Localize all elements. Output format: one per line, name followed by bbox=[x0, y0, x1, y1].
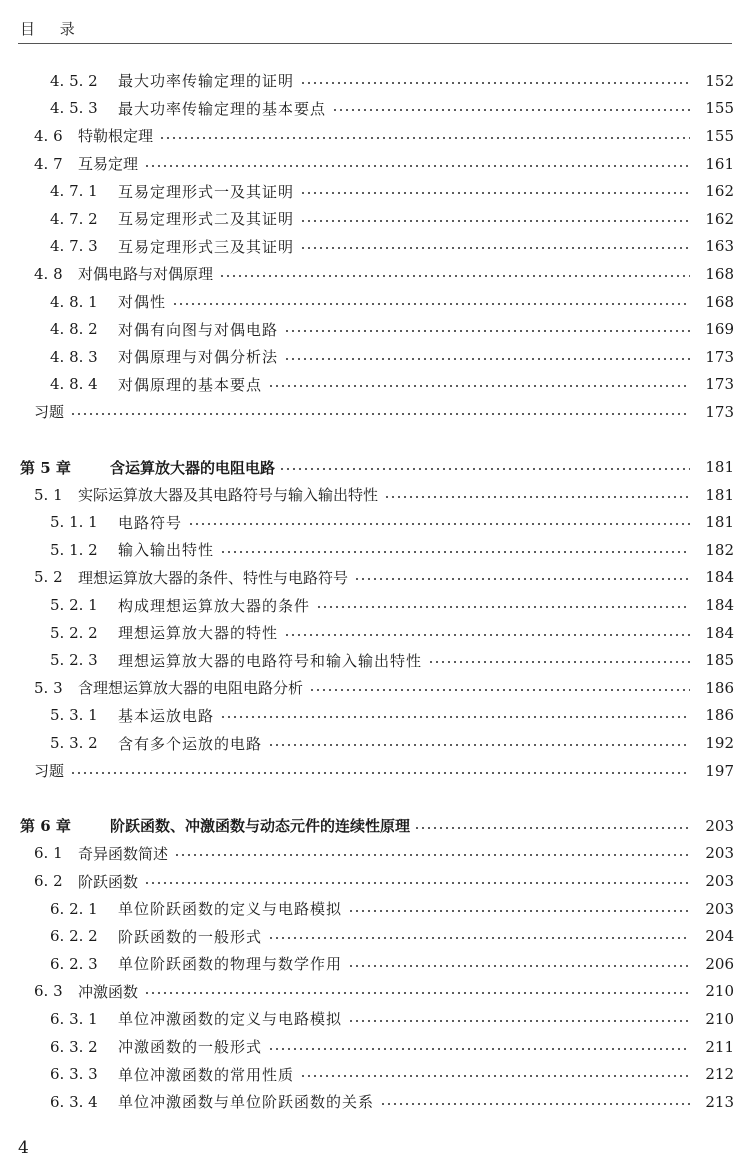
toc-entry-number: 5. 1. 2 bbox=[50, 540, 98, 559]
toc-dot-leader bbox=[348, 909, 690, 913]
toc-dot-leader bbox=[348, 1019, 690, 1023]
toc-entry-title: 冲激函数的一般形式 bbox=[118, 1038, 263, 1057]
toc-entry-page: 161 bbox=[705, 154, 734, 173]
toc-entry-number: 4. 8. 3 bbox=[50, 347, 98, 366]
toc-entry-title: 习题 bbox=[34, 403, 65, 422]
toc-section-entry[interactable] bbox=[0, 288, 750, 316]
toc-entry-number: 4. 6 bbox=[34, 126, 63, 145]
toc-entry-page: 206 bbox=[705, 954, 734, 973]
toc-entry-title: 输入输出特性 bbox=[118, 541, 215, 560]
toc-entry-title: 含运算放大器的电阻电路 bbox=[110, 458, 276, 477]
toc-entry-number: 5. 3. 2 bbox=[50, 734, 98, 753]
toc-entry-number: 5. 1 bbox=[34, 485, 63, 504]
toc-entry-page: 173 bbox=[705, 347, 734, 366]
toc-dot-leader bbox=[300, 1074, 690, 1078]
toc-section-entry[interactable] bbox=[0, 1060, 750, 1088]
toc-section-entry[interactable] bbox=[0, 1005, 750, 1033]
toc-entry-title: 对偶性 bbox=[118, 293, 167, 312]
toc-entry-page: 203 bbox=[705, 899, 734, 918]
toc-entry-title: 互易定理 bbox=[78, 155, 139, 174]
toc-entry-number: 第 5 章 bbox=[20, 458, 71, 477]
toc-entry-title: 习题 bbox=[34, 762, 65, 781]
toc-entry-title: 基本运放电路 bbox=[118, 706, 215, 725]
toc-entry-title: 最大功率传输定理的证明 bbox=[118, 72, 295, 91]
toc-entry-number: 5. 1. 1 bbox=[50, 513, 98, 532]
toc-dot-leader bbox=[188, 522, 690, 526]
toc-entry-page: 184 bbox=[705, 568, 734, 587]
toc-entry-page: 155 bbox=[705, 99, 734, 118]
toc-entry-title: 单位冲激函数的定义与电路模拟 bbox=[118, 1010, 343, 1029]
toc-dot-leader bbox=[284, 357, 690, 361]
toc-entry-page: 185 bbox=[705, 651, 734, 670]
toc-section-entry[interactable] bbox=[0, 150, 750, 178]
toc-entry-page: 197 bbox=[705, 761, 734, 780]
table-of-contents bbox=[0, 67, 750, 1116]
toc-entry-title: 单位冲激函数与单位阶跃函数的关系 bbox=[118, 1093, 375, 1112]
toc-section-entry[interactable] bbox=[0, 729, 750, 757]
toc-section-entry[interactable] bbox=[0, 591, 750, 619]
toc-entry-number: 4. 7. 2 bbox=[50, 209, 98, 228]
toc-entry-page: 163 bbox=[705, 237, 734, 256]
toc-entry-number: 6. 1 bbox=[34, 844, 63, 863]
toc-entry-page: 155 bbox=[705, 126, 734, 145]
toc-dot-leader bbox=[172, 302, 690, 306]
toc-section-entry[interactable] bbox=[0, 1088, 750, 1116]
toc-entry-number: 5. 2. 1 bbox=[50, 596, 98, 615]
toc-entry-number: 4. 7. 1 bbox=[50, 182, 98, 201]
toc-dot-leader bbox=[348, 964, 690, 968]
toc-entry-title: 单位阶跃函数的物理与数学作用 bbox=[118, 955, 343, 974]
toc-dot-leader bbox=[279, 467, 690, 471]
toc-dot-leader bbox=[219, 274, 690, 278]
toc-section-entry[interactable] bbox=[0, 922, 750, 950]
toc-entry-title: 互易定理形式三及其证明 bbox=[118, 237, 295, 256]
toc-section-entry[interactable] bbox=[0, 371, 750, 399]
toc-entry-page: 186 bbox=[705, 706, 734, 725]
toc-chapter-entry[interactable] bbox=[0, 812, 750, 840]
toc-entry-number: 4. 8 bbox=[34, 264, 63, 283]
toc-entry-page: 204 bbox=[705, 927, 734, 946]
toc-section-entry[interactable] bbox=[0, 619, 750, 647]
toc-section-entry[interactable] bbox=[0, 674, 750, 702]
toc-entry-title: 含有多个运放的电路 bbox=[118, 734, 263, 753]
toc-entry-number: 5. 3 bbox=[34, 678, 63, 697]
toc-dot-leader bbox=[316, 605, 690, 609]
toc-entry-number: 6. 3 bbox=[34, 982, 63, 1001]
toc-entry-page: 181 bbox=[705, 513, 734, 532]
toc-entry-number: 5. 2. 2 bbox=[50, 623, 98, 642]
toc-dot-leader bbox=[284, 329, 690, 333]
toc-entry-page: 169 bbox=[705, 320, 734, 339]
toc-section-entry[interactable] bbox=[0, 481, 750, 509]
toc-dot-leader bbox=[220, 715, 690, 719]
toc-entry-number: 4. 5. 2 bbox=[50, 71, 98, 90]
toc-entry-title: 特勒根定理 bbox=[78, 127, 154, 146]
toc-entry-title: 构成理想运算放大器的条件 bbox=[118, 596, 311, 615]
toc-entry-title: 单位阶跃函数的定义与电路模拟 bbox=[118, 900, 343, 919]
toc-entry-number: 4. 8. 4 bbox=[50, 375, 98, 394]
toc-entry-number: 6. 2 bbox=[34, 872, 63, 891]
toc-dot-leader bbox=[268, 384, 690, 388]
toc-section-entry[interactable] bbox=[0, 867, 750, 895]
running-head: 目 录 bbox=[20, 20, 85, 38]
toc-dot-leader bbox=[70, 412, 690, 416]
toc-entry-page: 211 bbox=[705, 1037, 734, 1056]
toc-entry-number: 6. 2. 3 bbox=[50, 954, 98, 973]
toc-entry-title: 理想运算放大器的电路符号和输入输出特性 bbox=[118, 651, 423, 670]
toc-dot-leader bbox=[380, 1102, 690, 1106]
toc-dot-leader bbox=[300, 219, 690, 223]
toc-entry-page: 162 bbox=[705, 209, 734, 228]
toc-entry-title: 对偶电路与对偶原理 bbox=[78, 265, 214, 284]
toc-entry-title: 对偶原理与对偶分析法 bbox=[118, 348, 279, 367]
toc-entry-page: 192 bbox=[705, 734, 734, 753]
toc-section-entry[interactable] bbox=[0, 978, 750, 1006]
toc-dot-leader bbox=[428, 660, 690, 664]
toc-entry-title: 互易定理形式一及其证明 bbox=[118, 182, 295, 201]
toc-section-entry[interactable] bbox=[0, 509, 750, 537]
toc-entry-number: 6. 2. 1 bbox=[50, 899, 98, 918]
toc-entry-page: 203 bbox=[705, 872, 734, 891]
toc-dot-leader bbox=[268, 1047, 690, 1051]
toc-entry-page: 181 bbox=[705, 485, 734, 504]
toc-section-entry[interactable] bbox=[0, 646, 750, 674]
toc-dot-leader bbox=[332, 108, 690, 112]
toc-entry-number: 4. 7 bbox=[34, 154, 63, 173]
toc-entry-number: 6. 3. 4 bbox=[50, 1092, 98, 1111]
toc-dot-leader bbox=[144, 881, 690, 885]
toc-entry-number: 5. 3. 1 bbox=[50, 706, 98, 725]
toc-dot-leader bbox=[268, 743, 690, 747]
toc-entry-title: 实际运算放大器及其电路符号与输入输出特性 bbox=[78, 486, 379, 505]
toc-entry-number: 4. 7. 3 bbox=[50, 237, 98, 256]
toc-dot-leader bbox=[300, 191, 690, 195]
toc-entry-page: 186 bbox=[705, 678, 734, 697]
toc-section-entry[interactable] bbox=[0, 233, 750, 261]
toc-entry-title: 最大功率传输定理的基本要点 bbox=[118, 99, 327, 118]
toc-entry-page: 203 bbox=[705, 844, 734, 863]
toc-entry-number: 4. 8. 1 bbox=[50, 292, 98, 311]
toc-entry-number: 4. 8. 2 bbox=[50, 320, 98, 339]
toc-dot-leader bbox=[384, 495, 690, 499]
toc-entry-number: 5. 2 bbox=[34, 568, 63, 587]
toc-dot-leader bbox=[414, 826, 690, 830]
toc-dot-leader bbox=[284, 633, 690, 637]
toc-entry-page: 182 bbox=[705, 540, 734, 559]
page-number: 4 bbox=[18, 1138, 29, 1158]
toc-entry-title: 电路符号 bbox=[118, 513, 183, 532]
toc-exercises-entry[interactable] bbox=[0, 398, 750, 426]
toc-entry-number: 6. 2. 2 bbox=[50, 927, 98, 946]
toc-entry-page: 162 bbox=[705, 182, 734, 201]
toc-section-entry[interactable] bbox=[0, 702, 750, 730]
toc-entry-title: 单位冲激函数的常用性质 bbox=[118, 1065, 295, 1084]
section-gap bbox=[0, 784, 750, 812]
toc-section-entry[interactable] bbox=[0, 177, 750, 205]
toc-entry-page: 184 bbox=[705, 596, 734, 615]
toc-entry-page: 210 bbox=[705, 982, 734, 1001]
toc-entry-page: 168 bbox=[705, 264, 734, 283]
toc-entry-title: 互易定理形式二及其证明 bbox=[118, 210, 295, 229]
toc-entry-title: 理想运算放大器的条件、特性与电路符号 bbox=[78, 568, 349, 587]
toc-dot-leader bbox=[159, 136, 690, 140]
toc-section-entry[interactable] bbox=[0, 343, 750, 371]
toc-entry-title: 阶跃函数的一般形式 bbox=[118, 927, 263, 946]
toc-entry-page: 210 bbox=[705, 1009, 734, 1028]
toc-entry-number: 6. 3. 2 bbox=[50, 1037, 98, 1056]
toc-entry-title: 理想运算放大器的特性 bbox=[118, 624, 279, 643]
toc-entry-page: 152 bbox=[705, 71, 734, 90]
toc-entry-number: 6. 3. 1 bbox=[50, 1009, 98, 1028]
toc-section-entry[interactable] bbox=[0, 1033, 750, 1061]
header-rule bbox=[18, 43, 732, 44]
toc-section-entry[interactable] bbox=[0, 67, 750, 95]
toc-entry-page: 168 bbox=[705, 292, 734, 311]
toc-dot-leader bbox=[70, 771, 690, 775]
toc-dot-leader bbox=[144, 164, 690, 168]
toc-entry-title: 冲激函数 bbox=[78, 982, 139, 1001]
toc-section-entry[interactable] bbox=[0, 564, 750, 592]
toc-entry-page: 213 bbox=[705, 1092, 734, 1111]
toc-dot-leader bbox=[354, 577, 690, 581]
toc-section-entry[interactable] bbox=[0, 122, 750, 150]
toc-entry-title: 对偶有向图与对偶电路 bbox=[118, 320, 279, 339]
toc-section-entry[interactable] bbox=[0, 205, 750, 233]
toc-chapter-entry[interactable] bbox=[0, 453, 750, 481]
toc-entry-title: 阶跃函数、冲激函数与动态元件的连续性原理 bbox=[110, 817, 411, 836]
toc-dot-leader bbox=[174, 853, 690, 857]
toc-dot-leader bbox=[300, 81, 690, 85]
section-gap bbox=[0, 426, 750, 454]
toc-dot-leader bbox=[300, 246, 690, 250]
toc-dot-leader bbox=[309, 688, 690, 692]
toc-section-entry[interactable] bbox=[0, 315, 750, 343]
toc-section-entry[interactable] bbox=[0, 95, 750, 123]
toc-entry-number: 4. 5. 3 bbox=[50, 99, 98, 118]
toc-entry-page: 212 bbox=[705, 1065, 734, 1084]
toc-section-entry[interactable] bbox=[0, 840, 750, 868]
toc-entry-title: 奇异函数简述 bbox=[78, 844, 169, 863]
toc-entry-page: 173 bbox=[705, 402, 734, 421]
toc-dot-leader bbox=[220, 550, 690, 554]
toc-entry-page: 184 bbox=[705, 623, 734, 642]
toc-section-entry[interactable] bbox=[0, 260, 750, 288]
toc-entry-number: 第 6 章 bbox=[20, 817, 71, 836]
toc-dot-leader bbox=[144, 991, 690, 995]
toc-entry-page: 173 bbox=[705, 375, 734, 394]
toc-entry-title: 阶跃函数 bbox=[78, 872, 139, 891]
toc-exercises-entry[interactable] bbox=[0, 757, 750, 785]
toc-entry-title: 含理想运算放大器的电阻电路分析 bbox=[78, 679, 304, 698]
toc-dot-leader bbox=[268, 936, 690, 940]
toc-section-entry[interactable] bbox=[0, 895, 750, 923]
toc-entry-title: 对偶原理的基本要点 bbox=[118, 375, 263, 394]
toc-entry-number: 5. 2. 3 bbox=[50, 651, 98, 670]
toc-section-entry[interactable] bbox=[0, 536, 750, 564]
toc-entry-page: 203 bbox=[705, 816, 734, 835]
toc-entry-number: 6. 3. 3 bbox=[50, 1065, 98, 1084]
toc-section-entry[interactable] bbox=[0, 950, 750, 978]
toc-entry-page: 181 bbox=[705, 458, 734, 477]
